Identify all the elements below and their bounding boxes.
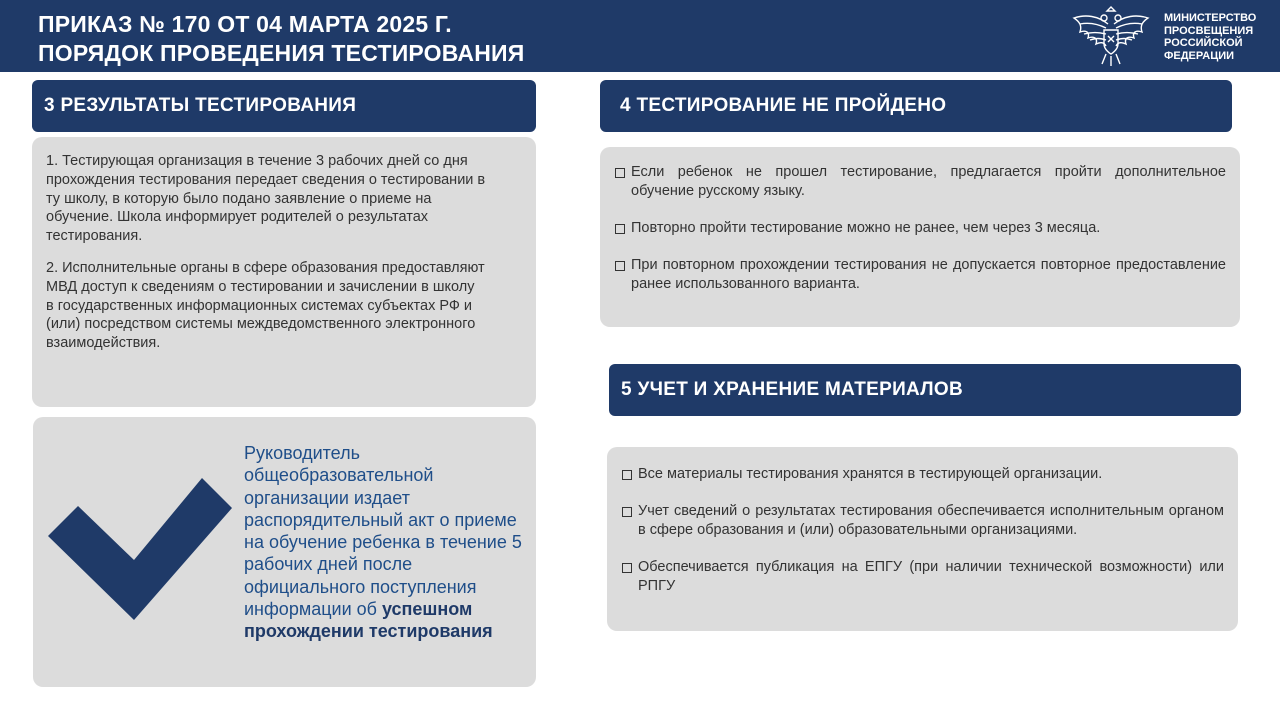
checkmark-icon — [48, 478, 232, 620]
list-item: Обеспечивается публикация на ЕПГУ (при наличии технической возможности) или РПГУ — [621, 558, 1224, 596]
page-header — [0, 0, 1280, 72]
section-5-list — [621, 465, 1224, 596]
list-item: Учет сведений о результатах тестирования обеспечивается исполнительным органом в сфере образования и (или) образовательными организациями. — [621, 502, 1224, 540]
decision-text — [244, 442, 526, 643]
section-5-title: 5 УЧЕТ И ХРАНЕНИЕ МАТЕРИАЛОВ — [621, 379, 964, 400]
section-5-header — [609, 364, 1241, 416]
title-line-2: ПОРЯДОК ПРОВЕДЕНИЯ ТЕСТИРОВАНИЯ — [38, 40, 525, 66]
list-item: Повторно пройти тестирование можно не ранее, чем через 3 месяца. — [614, 219, 1226, 238]
title-line-1: ПРИКАЗ № 170 ОТ 04 МАРТА 2025 Г. — [38, 11, 452, 37]
ministry-line: РОССИЙСКОЙ — [1164, 37, 1243, 49]
section-4-list — [614, 163, 1226, 294]
list-item: Все материалы тестирования хранятся в тестирующей организации. — [621, 465, 1224, 484]
ministry-line: МИНИСТЕРСТВО — [1164, 12, 1257, 24]
section-4-title: 4 ТЕСТИРОВАНИЕ НЕ ПРОЙДЕНО — [620, 95, 947, 116]
decision-text-regular: Руководитель общеобразовательной организации издает распорядительный акт о приеме на обучение ребенка в течение 5 рабочих дней после официального поступления информации об — [244, 443, 522, 620]
section-4-header — [600, 80, 1232, 132]
decision-text-bold: успешном прохождении тестирования — [244, 599, 493, 642]
list-item: При повторном прохождении тестирования не допускается повторное предоставление ранее использованного варианта. — [614, 256, 1226, 294]
list-item: Если ребенок не прошел тестирование, предлагается пройти дополнительное обучение русскому языку. — [614, 163, 1226, 201]
ministry-logo — [1068, 4, 1280, 70]
section-3-text — [46, 152, 486, 366]
section-3-header — [32, 80, 536, 132]
section-3-paragraph-1: 1. Тестирующая организация в течение 3 рабочих дней со дня прохождения тестирования передает сведения о тестировании в ту школу, в которую было подано заявление о приеме на обучение. Школа информирует родителей о результатах тестирования. — [46, 153, 486, 245]
section-3-title: 3 РЕЗУЛЬТАТЫ ТЕСТИРОВАНИЯ — [44, 95, 357, 116]
ministry-line: ПРОСВЕЩЕНИЯ — [1164, 24, 1254, 37]
ministry-line: ФЕДЕРАЦИИ — [1164, 49, 1235, 62]
page-title — [38, 10, 525, 68]
state-emblem-icon — [1068, 4, 1154, 70]
section-3-paragraph-2: 2. Исполнительные органы в сфере образования предоставляют МВД доступ к сведениям о тестировании и зачислении в школу в государственных информационных системах субъектах РФ и (или) посредством системы междведомственного электронного взаимодействия. — [46, 259, 485, 352]
ministry-name — [1164, 12, 1256, 62]
